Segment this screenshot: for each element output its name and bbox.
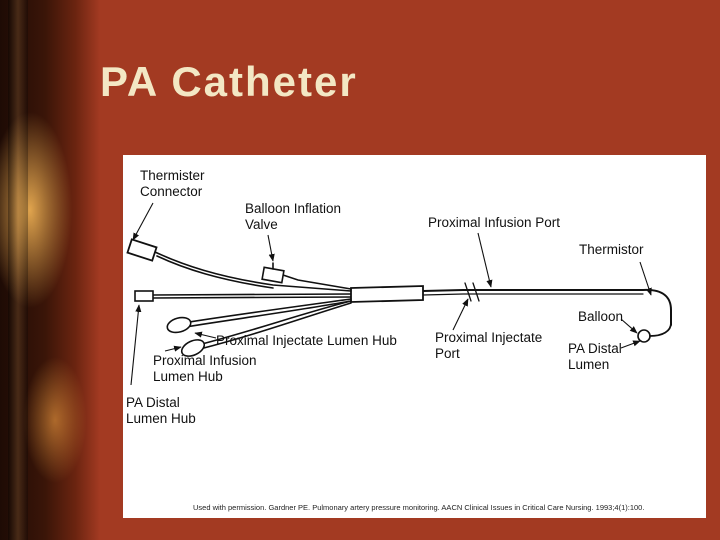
label-proximal-injectate-port: Proximal Injectate Port [435, 330, 543, 361]
balloon-tip [638, 330, 650, 342]
arrow-pa-distal-lumen [621, 341, 640, 348]
thermister-connector [127, 239, 156, 260]
catheter-hub-body [351, 286, 423, 302]
arrow-balloon-valve [268, 235, 273, 261]
decorative-glow [0, 0, 100, 540]
arrow-pa-distal-lumen-hub [131, 305, 139, 385]
arrow-proximal-injectate-lumen-hub [195, 333, 216, 338]
catheter-body [423, 290, 671, 325]
catheter-shaft [153, 294, 351, 295]
slide-title: PA Catheter [100, 58, 358, 105]
arrow-proximal-infusion-port [478, 233, 491, 287]
label-balloon: Balloon [578, 309, 624, 324]
label-pa-distal-lumen-hub: PA Distal Lumen Hub [126, 395, 196, 426]
label-thermister-connector: Thermister Connector [140, 168, 205, 199]
arrow-proximal-injectate-port [453, 299, 468, 330]
proximal-injectate-hub [166, 315, 193, 335]
figure-credit: Used with permission. Gardner PE. Pulmonary artery pressure monitoring. AACN Clinical Issues in Critical Care Nursing. 1993;4(1):100. [193, 503, 645, 512]
arrow-balloon [621, 319, 637, 333]
label-proximal-infusion-lumen-hub: Proximal Infusion Lumen Hub [153, 353, 257, 384]
label-thermistor: Thermistor [579, 242, 644, 257]
arrow-proximal-infusion-lumen-hub [165, 347, 181, 351]
label-pa-distal-lumen: PA Distal Lumen [568, 341, 622, 372]
label-balloon-inflation-valve: Balloon Inflation Valve [245, 201, 342, 232]
label-proximal-infusion-port: Proximal Infusion Port [428, 215, 561, 230]
pa-distal-lumen-hub [135, 291, 153, 301]
label-proximal-injectate-lumen-hub: Proximal Injectate Lumen Hub [216, 333, 397, 348]
arrow-thermister-connector [133, 203, 153, 240]
catheter-drawing [123, 155, 706, 518]
catheter-diagram [123, 155, 706, 518]
